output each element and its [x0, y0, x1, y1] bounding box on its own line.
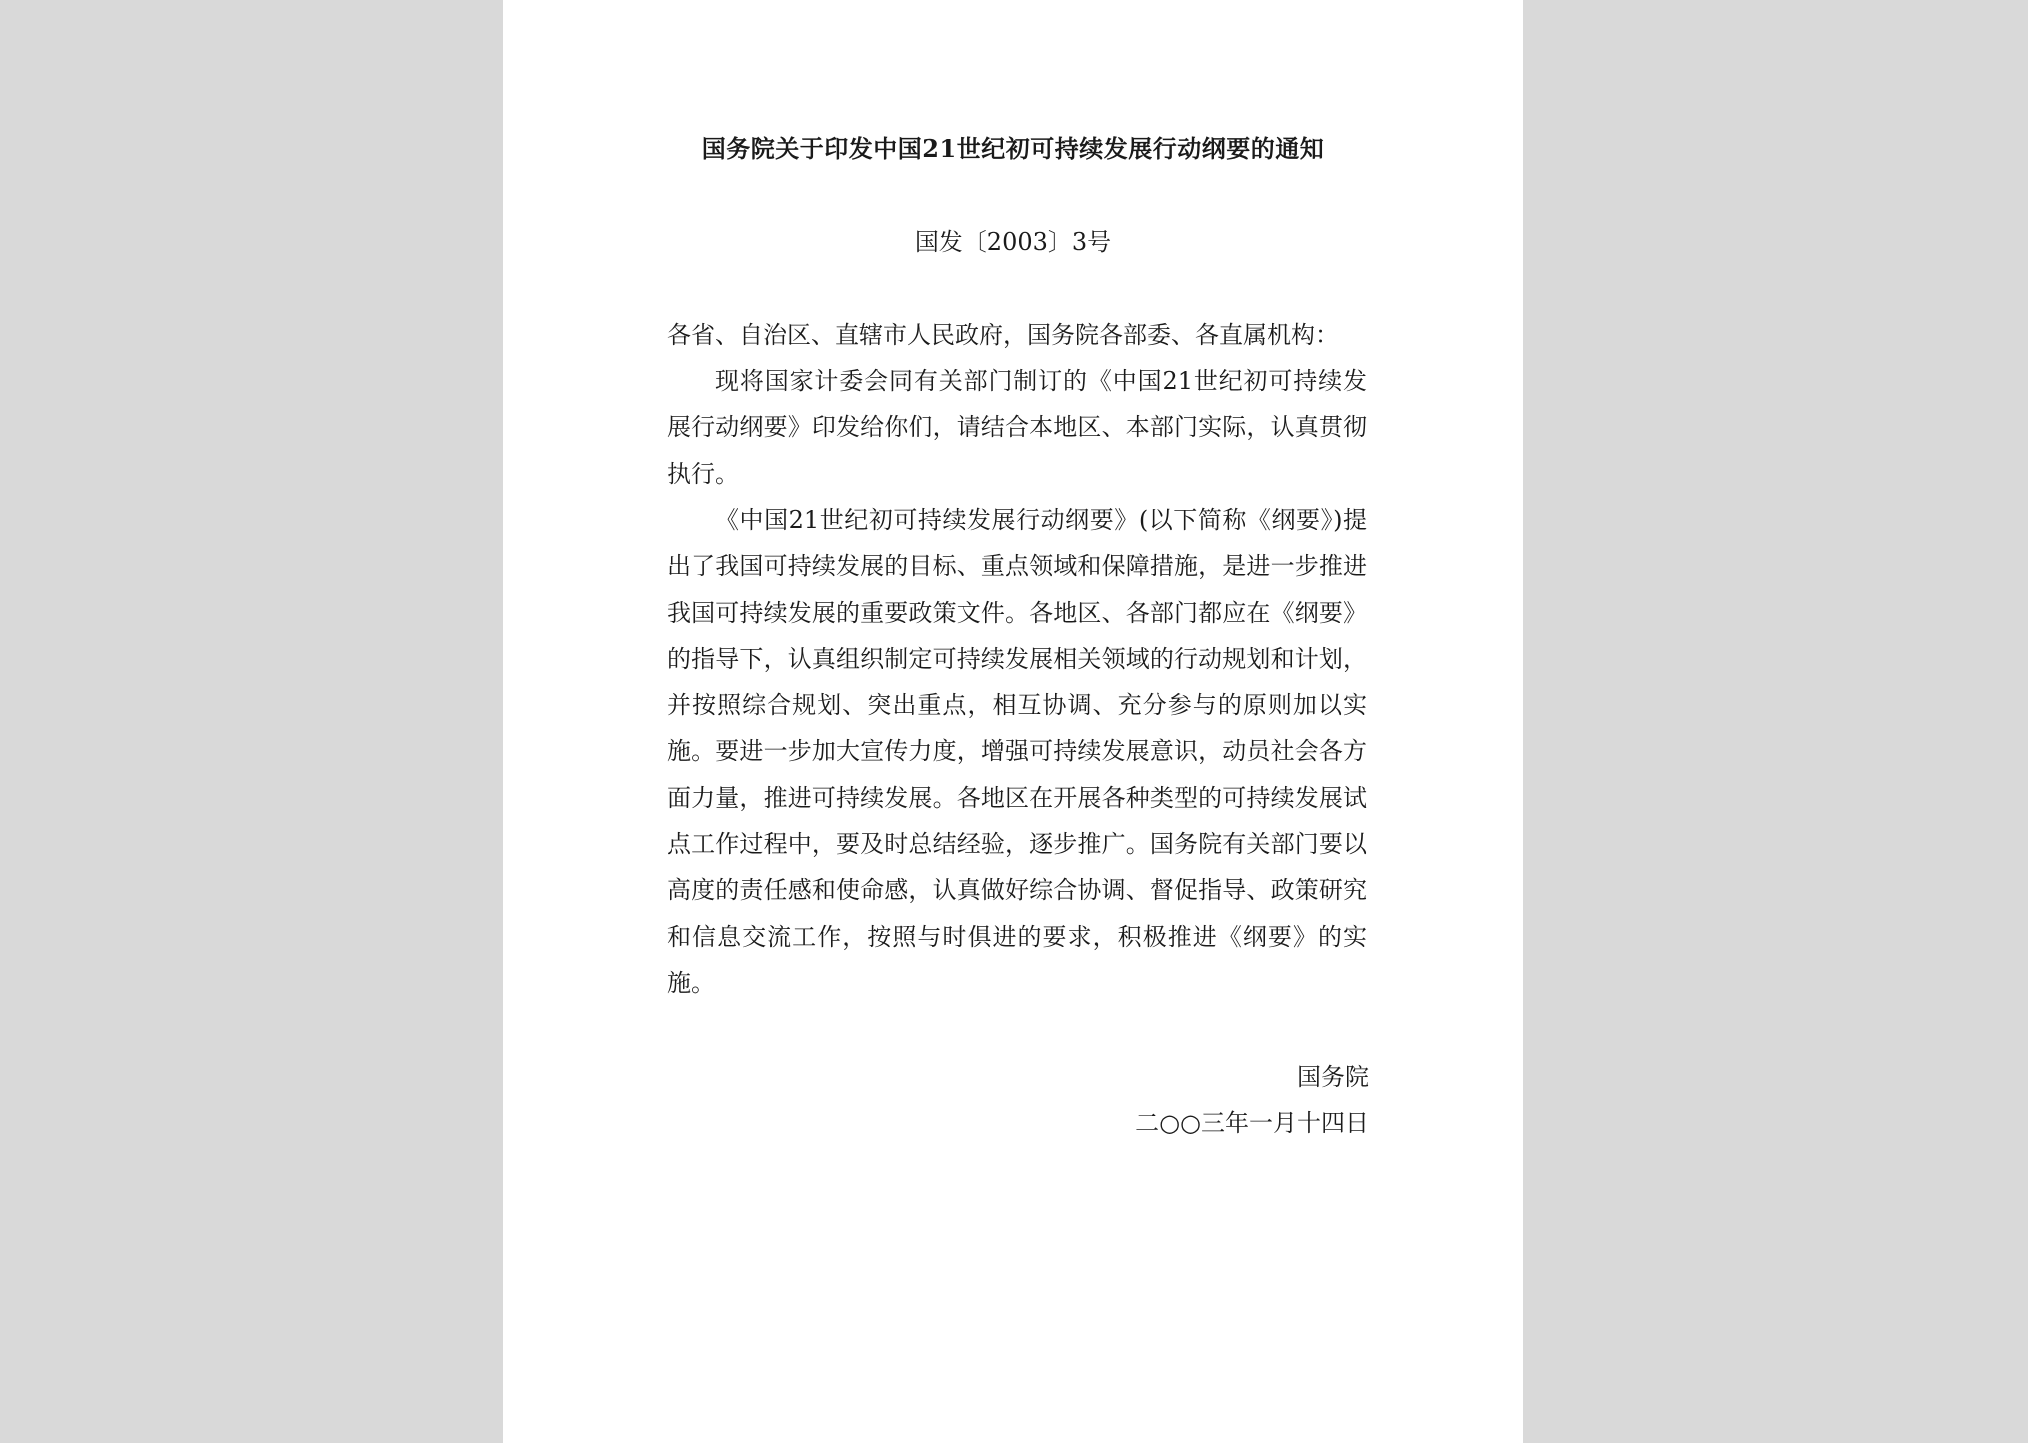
document-title: 国务院关于印发中国21世纪初可持续发展行动纲要的通知 [701, 134, 1325, 163]
signature-date: 二○○三年一月十四日 [1135, 1109, 1369, 1137]
addressee: 各省、自治区、直辖市人民政府，国务院各部委、各直属机构： [667, 321, 1339, 349]
body-paragraph-1: 现将国家计委会同有关部门制订的《中国21世纪初可持续发展行动纲要》印发给你们，请结合本地区、本部门实际，认真贯彻执行。 [667, 367, 1367, 488]
document-page [503, 0, 1523, 1443]
signature-organization: 国务院 [1297, 1063, 1369, 1091]
body-paragraph-2: 《中国21世纪初可持续发展行动纲要》(以下简称《纲要》)提出了我国可持续发展的目标、重点领域和保障措施，是进一步推进我国可持续发展的重要政策文件。各地区、各部门都应在《纲要》的指导下，认真组织制定可持续发展相关领域的行动规划和计划，并按照综合规划、突出重点，相互协调、充分参与的原则加以实施。要进一步加大宣传力度，增强可持续发展意识，动员社会各方面力量，推进可持续发展。各地区在开展各种类型的可持续发展试点工作过程中，要及时总结经验，逐步推广。国务院有关部门要以高度的责任感和使命感，认真做好综合协调、督促指导、政策研究和信息交流工作，按照与时俱进的要求，积极推进《纲要》的实施。 [667, 506, 1367, 997]
document-number: 国发〔2003〕3号 [914, 228, 1112, 256]
